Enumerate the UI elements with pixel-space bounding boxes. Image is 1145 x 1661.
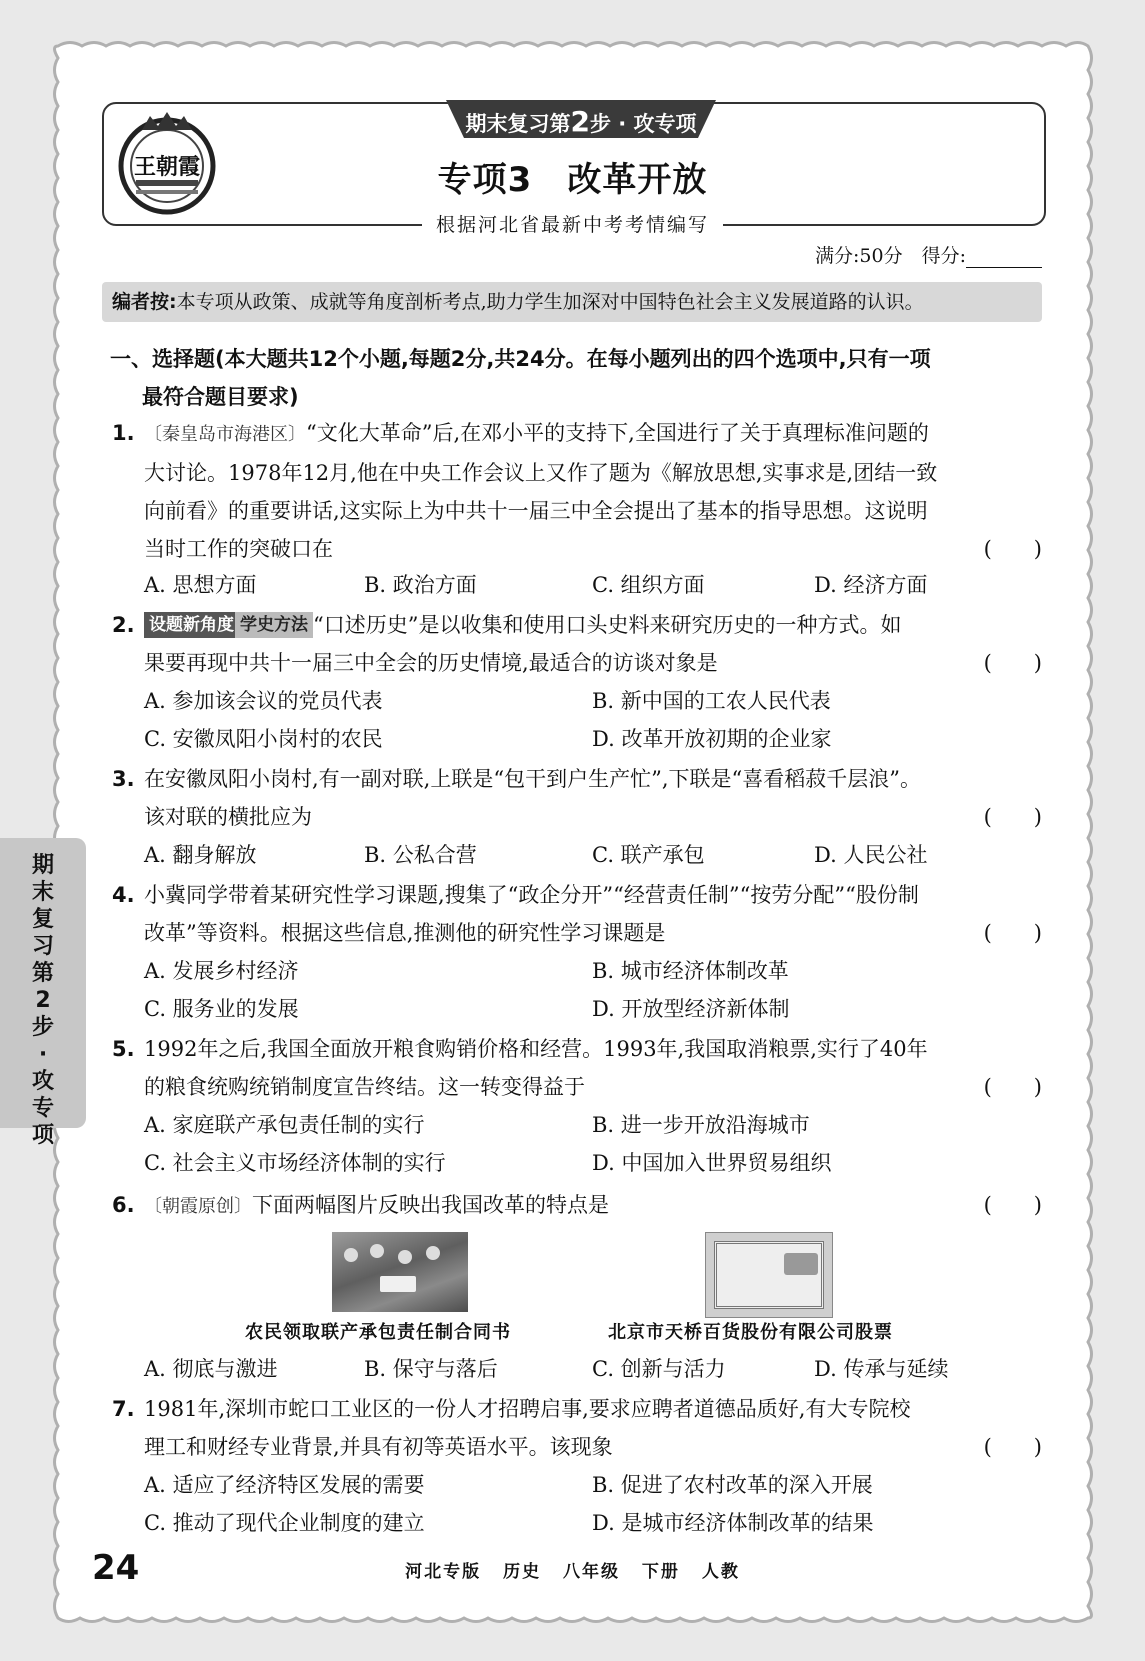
question-line: 1992年之后,我国全面放开粮食购销价格和经营。1993年,我国取消粮票,实行了40年 bbox=[144, 1037, 928, 1061]
question-line: 小冀同学带着某研究性学习课题,搜集了“政企分开”“经营责任制”“按劳分配”“股份制 bbox=[144, 883, 919, 907]
question-line: 理工和财经专业背景,并具有初等英语水平。该现象 bbox=[144, 1435, 613, 1459]
question-4 bbox=[112, 876, 1042, 952]
tag-new-angle: 设题新角度 bbox=[144, 612, 239, 638]
option-d: D. 传承与延续 bbox=[814, 1357, 949, 1381]
option-a: A. 思想方面 bbox=[144, 573, 257, 597]
question-number: 2. bbox=[112, 613, 135, 637]
option-b: B. 进一步开放沿海城市 bbox=[592, 1113, 810, 1137]
option-a: A. 家庭联产承包责任制的实行 bbox=[144, 1113, 425, 1137]
question-number: 6. bbox=[112, 1193, 135, 1217]
option-a: A. 发展乡村经济 bbox=[144, 959, 299, 983]
step-num: 2 bbox=[570, 105, 590, 138]
caption-right: 北京市天桥百货股份有限公司股票 bbox=[608, 1322, 893, 1343]
option-b: B. 促进了农村改革的深入开展 bbox=[592, 1473, 873, 1497]
editor-note-label: 编者按: bbox=[112, 291, 177, 313]
option-b: B. 保守与落后 bbox=[364, 1357, 498, 1381]
question-5 bbox=[112, 1030, 1042, 1106]
footer: 河北专版 历史 八年级 下册 人教 bbox=[405, 1562, 740, 1582]
score-label: 满分:50分 得分: bbox=[815, 245, 966, 267]
option-a: A. 彻底与激进 bbox=[144, 1357, 278, 1381]
question-source: 〔秦皇岛市海港区〕 bbox=[144, 424, 306, 445]
question-number: 5. bbox=[112, 1037, 135, 1061]
answer-bracket: ( ) bbox=[983, 805, 1042, 829]
question-line: 向前看》的重要讲话,这实际上为中共十一届三中全会提出了基本的指导思想。这说明 bbox=[144, 499, 928, 523]
answer-bracket: ( ) bbox=[983, 1435, 1042, 1459]
subtitle bbox=[0, 210, 1145, 237]
question-number: 4. bbox=[112, 883, 135, 907]
score-blank bbox=[966, 249, 1042, 268]
option-c: C. 社会主义市场经济体制的实行 bbox=[144, 1151, 446, 1175]
question-line: 下面两幅图片反映出我国改革的特点是 bbox=[252, 1193, 609, 1217]
question-line: 1981年,深圳市蛇口工业区的一份人才招聘启事,要求应聘者道德品质好,有大专院校 bbox=[144, 1397, 911, 1421]
option-d: D. 改革开放初期的企业家 bbox=[592, 727, 832, 751]
option-d: D. 开放型经济新体制 bbox=[592, 997, 790, 1021]
question-line: 该对联的横批应为 bbox=[144, 805, 312, 829]
editor-note-text: 本专项从政策、成就等角度剖析考点,助力学生加深对中国特色社会主义发展道路的认识。 bbox=[176, 291, 924, 313]
step-tab bbox=[446, 100, 716, 138]
option-b: B. 公私合营 bbox=[364, 843, 477, 867]
option-c: C. 联产承包 bbox=[592, 843, 705, 867]
question-line: 果要再现中共十一届三中全会的历史情境,最适合的访谈对象是 bbox=[144, 651, 718, 675]
stock-certificate-photo bbox=[705, 1232, 833, 1318]
question-line: 当时工作的突破口在 bbox=[144, 537, 333, 561]
caption-left: 农民领取联产承包责任制合同书 bbox=[245, 1322, 511, 1343]
option-b: B. 政治方面 bbox=[364, 573, 477, 597]
answer-bracket: ( ) bbox=[983, 537, 1042, 561]
svg-text:王朝霞: 王朝霞 bbox=[133, 154, 201, 180]
score-line bbox=[815, 241, 1042, 268]
answer-bracket: ( ) bbox=[983, 921, 1042, 945]
page-title: 专项3 改革开放 bbox=[437, 160, 708, 200]
option-c: C. 创新与活力 bbox=[592, 1357, 726, 1381]
answer-bracket: ( ) bbox=[983, 651, 1042, 675]
question-source: 〔朝霞原创〕 bbox=[144, 1196, 252, 1217]
option-c: C. 安徽凤阳小岗村的农民 bbox=[144, 727, 383, 751]
option-a: A. 参加该会议的党员代表 bbox=[144, 689, 383, 713]
question-line: 大讨论。1978年12月,他在中央工作会议上又作了题为《解放思想,实事求是,团结一致 bbox=[144, 461, 938, 485]
option-c: C. 服务业的发展 bbox=[144, 997, 299, 1021]
question-2 bbox=[112, 606, 1042, 682]
question-6 bbox=[112, 1186, 1042, 1226]
section-heading bbox=[110, 340, 1040, 416]
answer-bracket: ( ) bbox=[983, 1193, 1042, 1217]
subtitle-text: 根据河北省最新中考考情编写 bbox=[422, 214, 723, 236]
tag-method: 学史方法 bbox=[235, 612, 313, 638]
option-b: B. 城市经济体制改革 bbox=[592, 959, 789, 983]
editor-note bbox=[102, 282, 1042, 322]
option-a: A. 翻身解放 bbox=[144, 843, 257, 867]
section-heading-line2: 最符合题目要求) bbox=[142, 385, 299, 409]
question-3 bbox=[112, 760, 1042, 836]
question-number: 7. bbox=[112, 1397, 135, 1421]
option-d: D. 中国加入世界贸易组织 bbox=[592, 1151, 832, 1175]
side-tab-text: 期末复习第2步·攻专项 bbox=[31, 853, 54, 1148]
question-1 bbox=[112, 414, 1042, 568]
section-heading-line1: 一、选择题(本大题共12个小题,每题2分,共24分。在每小题列出的四个选项中,只有一项 bbox=[110, 347, 931, 371]
answer-bracket: ( ) bbox=[983, 1075, 1042, 1099]
option-b: B. 新中国的工农人民代表 bbox=[592, 689, 831, 713]
question-7 bbox=[112, 1390, 1042, 1466]
option-d: D. 人民公社 bbox=[814, 843, 928, 867]
step-post: 步 · 攻专项 bbox=[589, 112, 697, 136]
question-line: 的粮食统购统销制度宣告终结。这一转变得益于 bbox=[144, 1075, 585, 1099]
question-line: 在安徽凤阳小岗村,有一副对联,上联是“包干到户生产忙”,下联是“喜看稻菽千层浪”。 bbox=[144, 767, 921, 791]
option-c: C. 推动了现代企业制度的建立 bbox=[144, 1511, 425, 1535]
step-pre: 期末复习第 bbox=[465, 112, 571, 136]
option-d: D. 是城市经济体制改革的结果 bbox=[592, 1511, 874, 1535]
option-c: C. 组织方面 bbox=[592, 573, 705, 597]
side-tab bbox=[0, 838, 86, 1148]
farmers-contract-photo bbox=[332, 1232, 468, 1312]
option-a: A. 适应了经济特区发展的需要 bbox=[144, 1473, 425, 1497]
option-d: D. 经济方面 bbox=[814, 573, 928, 597]
question-number: 1. bbox=[112, 421, 135, 445]
page-number: 24 bbox=[92, 1548, 140, 1588]
figure-pair bbox=[240, 1232, 940, 1342]
question-line: “文化大革命”后,在邓小平的支持下,全国进行了关于真理标准问题的 bbox=[306, 421, 929, 445]
question-line: 改革”等资料。根据这些信息,推测他的研究性学习课题是 bbox=[144, 921, 666, 945]
question-number: 3. bbox=[112, 767, 135, 791]
question-line: “口述历史”是以收集和使用口头史料来研究历史的一种方式。如 bbox=[313, 613, 902, 637]
